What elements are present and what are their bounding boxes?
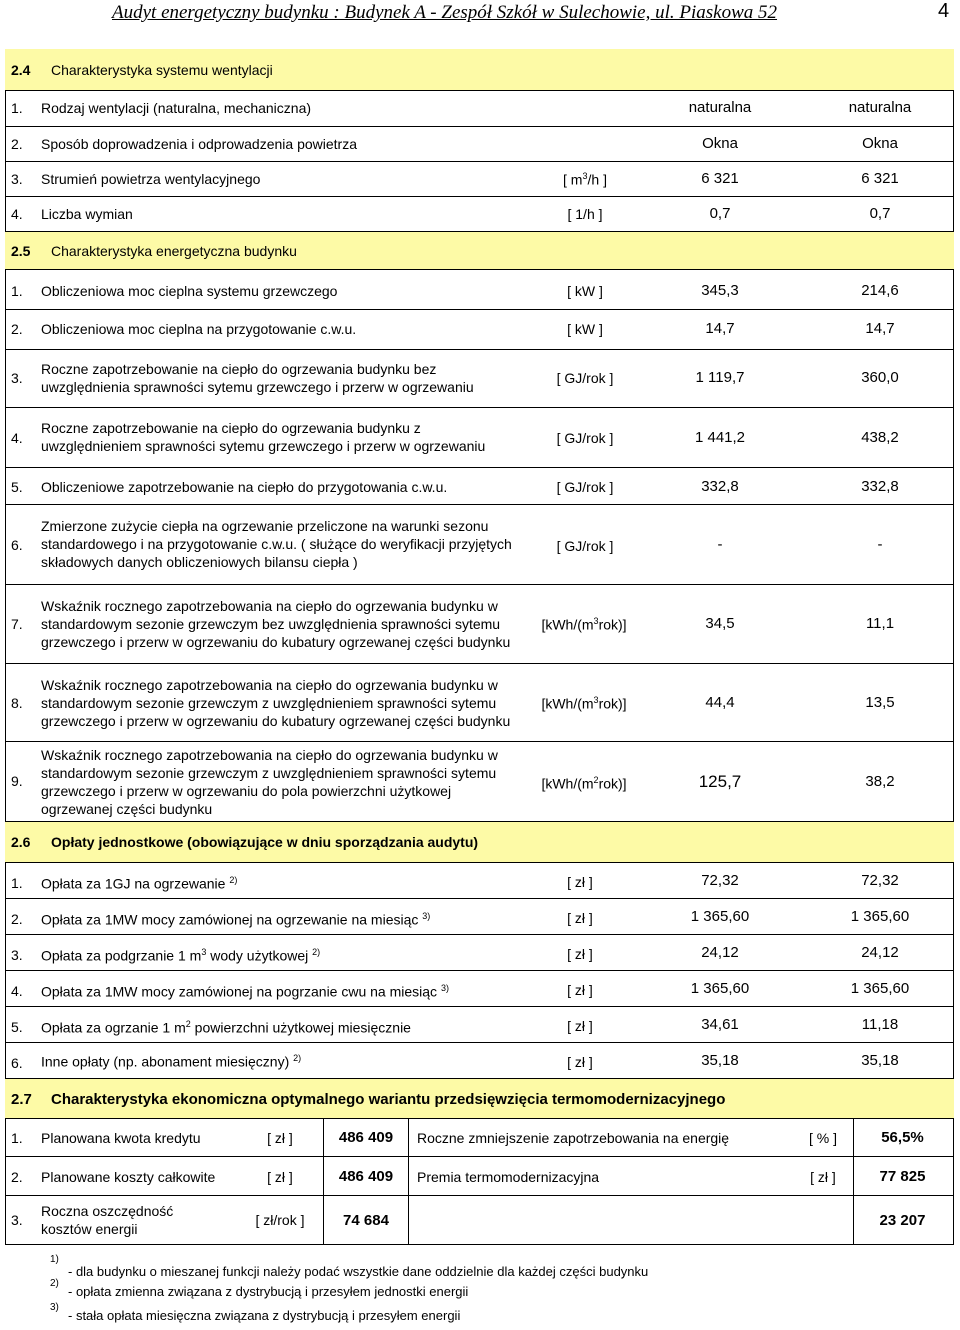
value: 486 409 [338,1168,394,1185]
row-label: Rodzaj wentylacji (naturalna, mechaniczna) [41,100,312,116]
row-number: 3. [11,947,23,963]
footnote-text: - stała opłata miesięczna związana z dystrybucją i przesyłem energii [68,1308,461,1323]
row-label: Sposób doprowadzenia i odprowadzenia powietrza [41,136,357,152]
table-row [5,863,954,899]
value-optimal: 24,12 [861,944,899,961]
value-current: 72,32 [701,872,739,889]
row-number: 9. [11,773,23,789]
value-optimal: Okna [862,135,898,152]
row-number: 5. [11,479,23,495]
section-number: 2.4 [11,62,31,78]
table-row [5,310,954,350]
value-current: 0,7 [709,205,731,222]
row-label: Opłata za 1MW mocy zamówionej na pogrzanie cwu na miesiąc $^{3)}$ [41,983,449,1000]
unit: [ $m^3/h$ ] [563,171,607,188]
value-current: 34,61 [701,1016,739,1033]
row-label: Roczne zapotrzebowanie na ciepło do ogrzewania budynku bez uwzględnienia sprawności sytemu grzewczego i przerw w ogrzewaniu [41,361,474,395]
value-current: 14,7 [705,320,735,337]
table-row [5,127,954,162]
value-current: 35,18 [701,1052,739,1069]
section-header-2-4 [5,49,954,91]
unit: [ zł ] [567,1018,593,1034]
section-number: 2.7 [11,1091,32,1108]
row-number: 6. [11,537,23,553]
unit: [ zł ] [267,1169,293,1185]
unit: [ kW ] [567,321,603,337]
table-row [5,350,954,408]
section-header-2-5 [5,232,954,270]
row-number: 3. [11,370,23,386]
row-label: Liczba wymian [41,206,133,222]
section-number: 2.6 [11,834,31,850]
unit: [ GJ/rok ] [556,538,614,554]
row-label: Obliczeniowa moc cieplna na przygotowanie c.w.u. [41,321,357,337]
table-row [5,468,954,505]
value-current: - [717,536,723,553]
row-label: Strumień powietrza wentylacyjnego [41,171,261,187]
unit: [ zł ] [567,982,593,998]
value-current: 6 321 [701,170,739,187]
value-right: 56,5% [881,1129,924,1146]
row-number: 3. [11,171,23,187]
table-row [5,505,954,585]
table-row [5,585,954,664]
row-label: Obliczeniowe zapotrzebowanie na ciepło do przygotowania c.w.u. [41,479,448,495]
row-label: Obliczeniowa moc cieplna systemu grzewczego [41,283,338,299]
footnote-mark: 3) [50,1302,59,1313]
unit: [ 1/h ] [567,206,603,222]
value: 74 684 [343,1212,389,1229]
unit: [ zł ] [567,874,593,890]
footnote-text: - dla budynku o mieszanej funkcji należy podać wszystkie dane oddzielnie dla każdej części budynku [68,1264,649,1279]
row-number: 4. [11,430,23,446]
table-row [5,899,954,935]
value-optimal: 38,2 [865,773,895,790]
value-optimal: naturalna [848,99,912,116]
table-row [5,91,954,127]
row-number: 1. [11,1130,23,1146]
row-number: 6. [11,1055,23,1071]
value-optimal: 6 321 [861,170,899,187]
unit: [ zł/rok ] [255,1212,305,1228]
value-current: 1 119,7 [695,369,745,386]
unit: [ GJ/rok ] [556,430,614,446]
row-number: 2. [11,911,23,927]
row-number: 5. [11,1019,23,1035]
unit: $[kWh/(m^3rok)]$ [541,616,627,633]
value-optimal: 14,7 [865,320,895,337]
unit: [ zł ] [567,910,593,926]
page-header [0,0,960,36]
table-row [5,162,954,197]
row-number: 7. [11,616,23,632]
table-row [5,1043,954,1079]
row-number: 1. [11,100,23,116]
value-right: 23 207 [879,1212,926,1229]
row-label: Opłata za 1GJ na ogrzewanie $^{2)}$ [41,875,238,892]
table-row [5,197,954,232]
table-row [5,270,954,310]
footnote-mark: 2) [50,1278,59,1289]
value-current: 24,12 [701,944,739,961]
row-label: Roczne zapotrzebowanie na ciepło do ogrzewania budynku z uwzględnieniem sprawności sytemu grzewczego i przerw w ogrzewaniu [41,420,486,454]
value-current: 125,7 [698,772,742,791]
section-header-2-6 [5,822,954,863]
row-label: Opłata za 1MW mocy zamówionej na ogrzewanie na miesiąc $^{3)}$ [41,911,431,928]
row-number: 1. [11,875,23,891]
value-current: 345,3 [701,282,739,299]
row-number: 3. [11,1212,23,1228]
value-optimal: 13,5 [865,694,895,711]
value-optimal: 0,7 [869,205,891,222]
value-current: 1 441,2 [694,429,746,446]
unit: [ zł ] [567,1054,593,1070]
row-label: Inne opłaty (np. abonament miesięczny) $^{2)}$ [41,1053,302,1070]
value-optimal: 72,32 [861,872,899,889]
row-label: Wskaźnik rocznego zapotrzebowania na ciepło do ogrzewania budynku w standardowym sezonie grzewczym z uwzględnieniem sprawności sytemu grzewczego i przerw w ogrzewaniu do pola powierzchni użytkowej ogrzewanej części budynku [41,747,498,817]
row-label: Opłata za ogrzanie 1 $m^2$ powierzchni użytkowej miesięcznie [41,1019,411,1036]
row-label: Wskaźnik rocznego zapotrzebowania na ciepło do ogrzewania budynku w standardowym sezonie grzewczym bez uwzględnienia sprawności sytemu grzewczego i przerw w ogrzewaniu do kubatury ogrzewanej części budynku [41,598,511,650]
row-label: Planowana kwota kredytu [41,1130,201,1146]
document-title: Audyt energetyczny budynku : Budynek A - Zespół Szkół w Sulechowie, ul. Piaskowa 52 [112,2,778,23]
section-title: Charakterystyka systemu wentylacji [51,62,273,78]
row-number: 1. [11,283,23,299]
unit: [ kW ] [567,283,603,299]
row-label: Opłata za podgrzanie 1 $m^3$ wody użytkowej $^{2)}$ [41,947,321,964]
row-number: 2. [11,321,23,337]
value-optimal: 360,0 [861,369,899,386]
row-label: Planowane koszty całkowite [41,1169,216,1185]
value: 486 409 [338,1129,394,1146]
section-title: Charakterystyka energetyczna budynku [51,243,297,259]
value-optimal: 332,8 [861,478,899,495]
section-title: Charakterystyka ekonomiczna optymalnego wariantu przedsięwzięcia termomodernizacyjnego [51,1091,726,1108]
unit-right: [ zł ] [810,1169,836,1185]
unit: $[kWh/(m^2rok)]$ [541,775,627,792]
table-row [5,1196,954,1245]
row-number: 2. [11,136,23,152]
value-current: 44,4 [705,694,735,711]
unit: [ zł ] [567,946,593,962]
table-row [5,1119,954,1157]
value-current: 332,8 [701,478,739,495]
value-current: 1 365,60 [690,980,750,997]
row-number: 2. [11,1169,23,1185]
table-row [5,408,954,468]
value-current: 1 365,60 [690,908,750,925]
row-label-right: Premia termomodernizacyjna [417,1169,600,1185]
section-header-2-7 [5,1079,954,1119]
row-label-right: Roczne zmniejszenie zapotrzebowania na energię [417,1130,730,1146]
value-current: naturalna [688,99,752,116]
value-optimal: 11,1 [865,615,895,632]
footnote-text: - opłata zmienna związana z dystrybucją i przesyłem jednostki energii [68,1284,469,1299]
row-number: 4. [11,206,23,222]
unit: $[kWh/(m^3rok)]$ [541,695,627,712]
page-number: 4 [938,0,950,22]
unit: [ GJ/rok ] [556,479,614,495]
row-number: 4. [11,983,23,999]
unit: [ GJ/rok ] [556,370,614,386]
table-row [5,664,954,742]
section-title: Opłaty jednostkowe (obowiązujące w dniu sporządzania audytu) [51,834,479,850]
table-row [5,971,954,1007]
table-row [5,935,954,971]
row-label: Zmierzone zużycie ciepła na ogrzewanie przeliczone na warunki sezonu standardowego i na przygotowanie c.w.u. ( służące do weryfikacji przyjętych składowych danych obliczeniowych bilansu ciepła ) [41,518,512,570]
row-label: Roczna oszczędność kosztów energii [41,1203,174,1237]
row-number: 8. [11,695,23,711]
footnote-mark: 1) [50,1254,59,1265]
value-optimal: 438,2 [861,429,899,446]
value-optimal: - [877,536,883,553]
value-optimal: 35,18 [861,1052,899,1069]
value-optimal: 214,6 [861,282,899,299]
value-optimal: 1 365,60 [850,980,910,997]
unit: [ zł ] [267,1130,293,1146]
unit-right: [ % ] [808,1130,837,1146]
value-current: Okna [702,135,738,152]
table-row [5,742,954,822]
value-right: 77 825 [879,1168,926,1185]
value-optimal: 1 365,60 [850,908,910,925]
value-current: 34,5 [705,615,735,632]
section-number: 2.5 [11,243,31,259]
table-row [5,1157,954,1196]
row-label: Wskaźnik rocznego zapotrzebowania na ciepło do ogrzewania budynku w standardowym sezonie grzewczym z uwzględnieniem sprawności sytemu grzewczego i przerw w ogrzewaniu do kubatury ogrzewanej części budynku [41,677,511,729]
table-row [5,1007,954,1043]
value-optimal: 11,18 [861,1016,899,1033]
